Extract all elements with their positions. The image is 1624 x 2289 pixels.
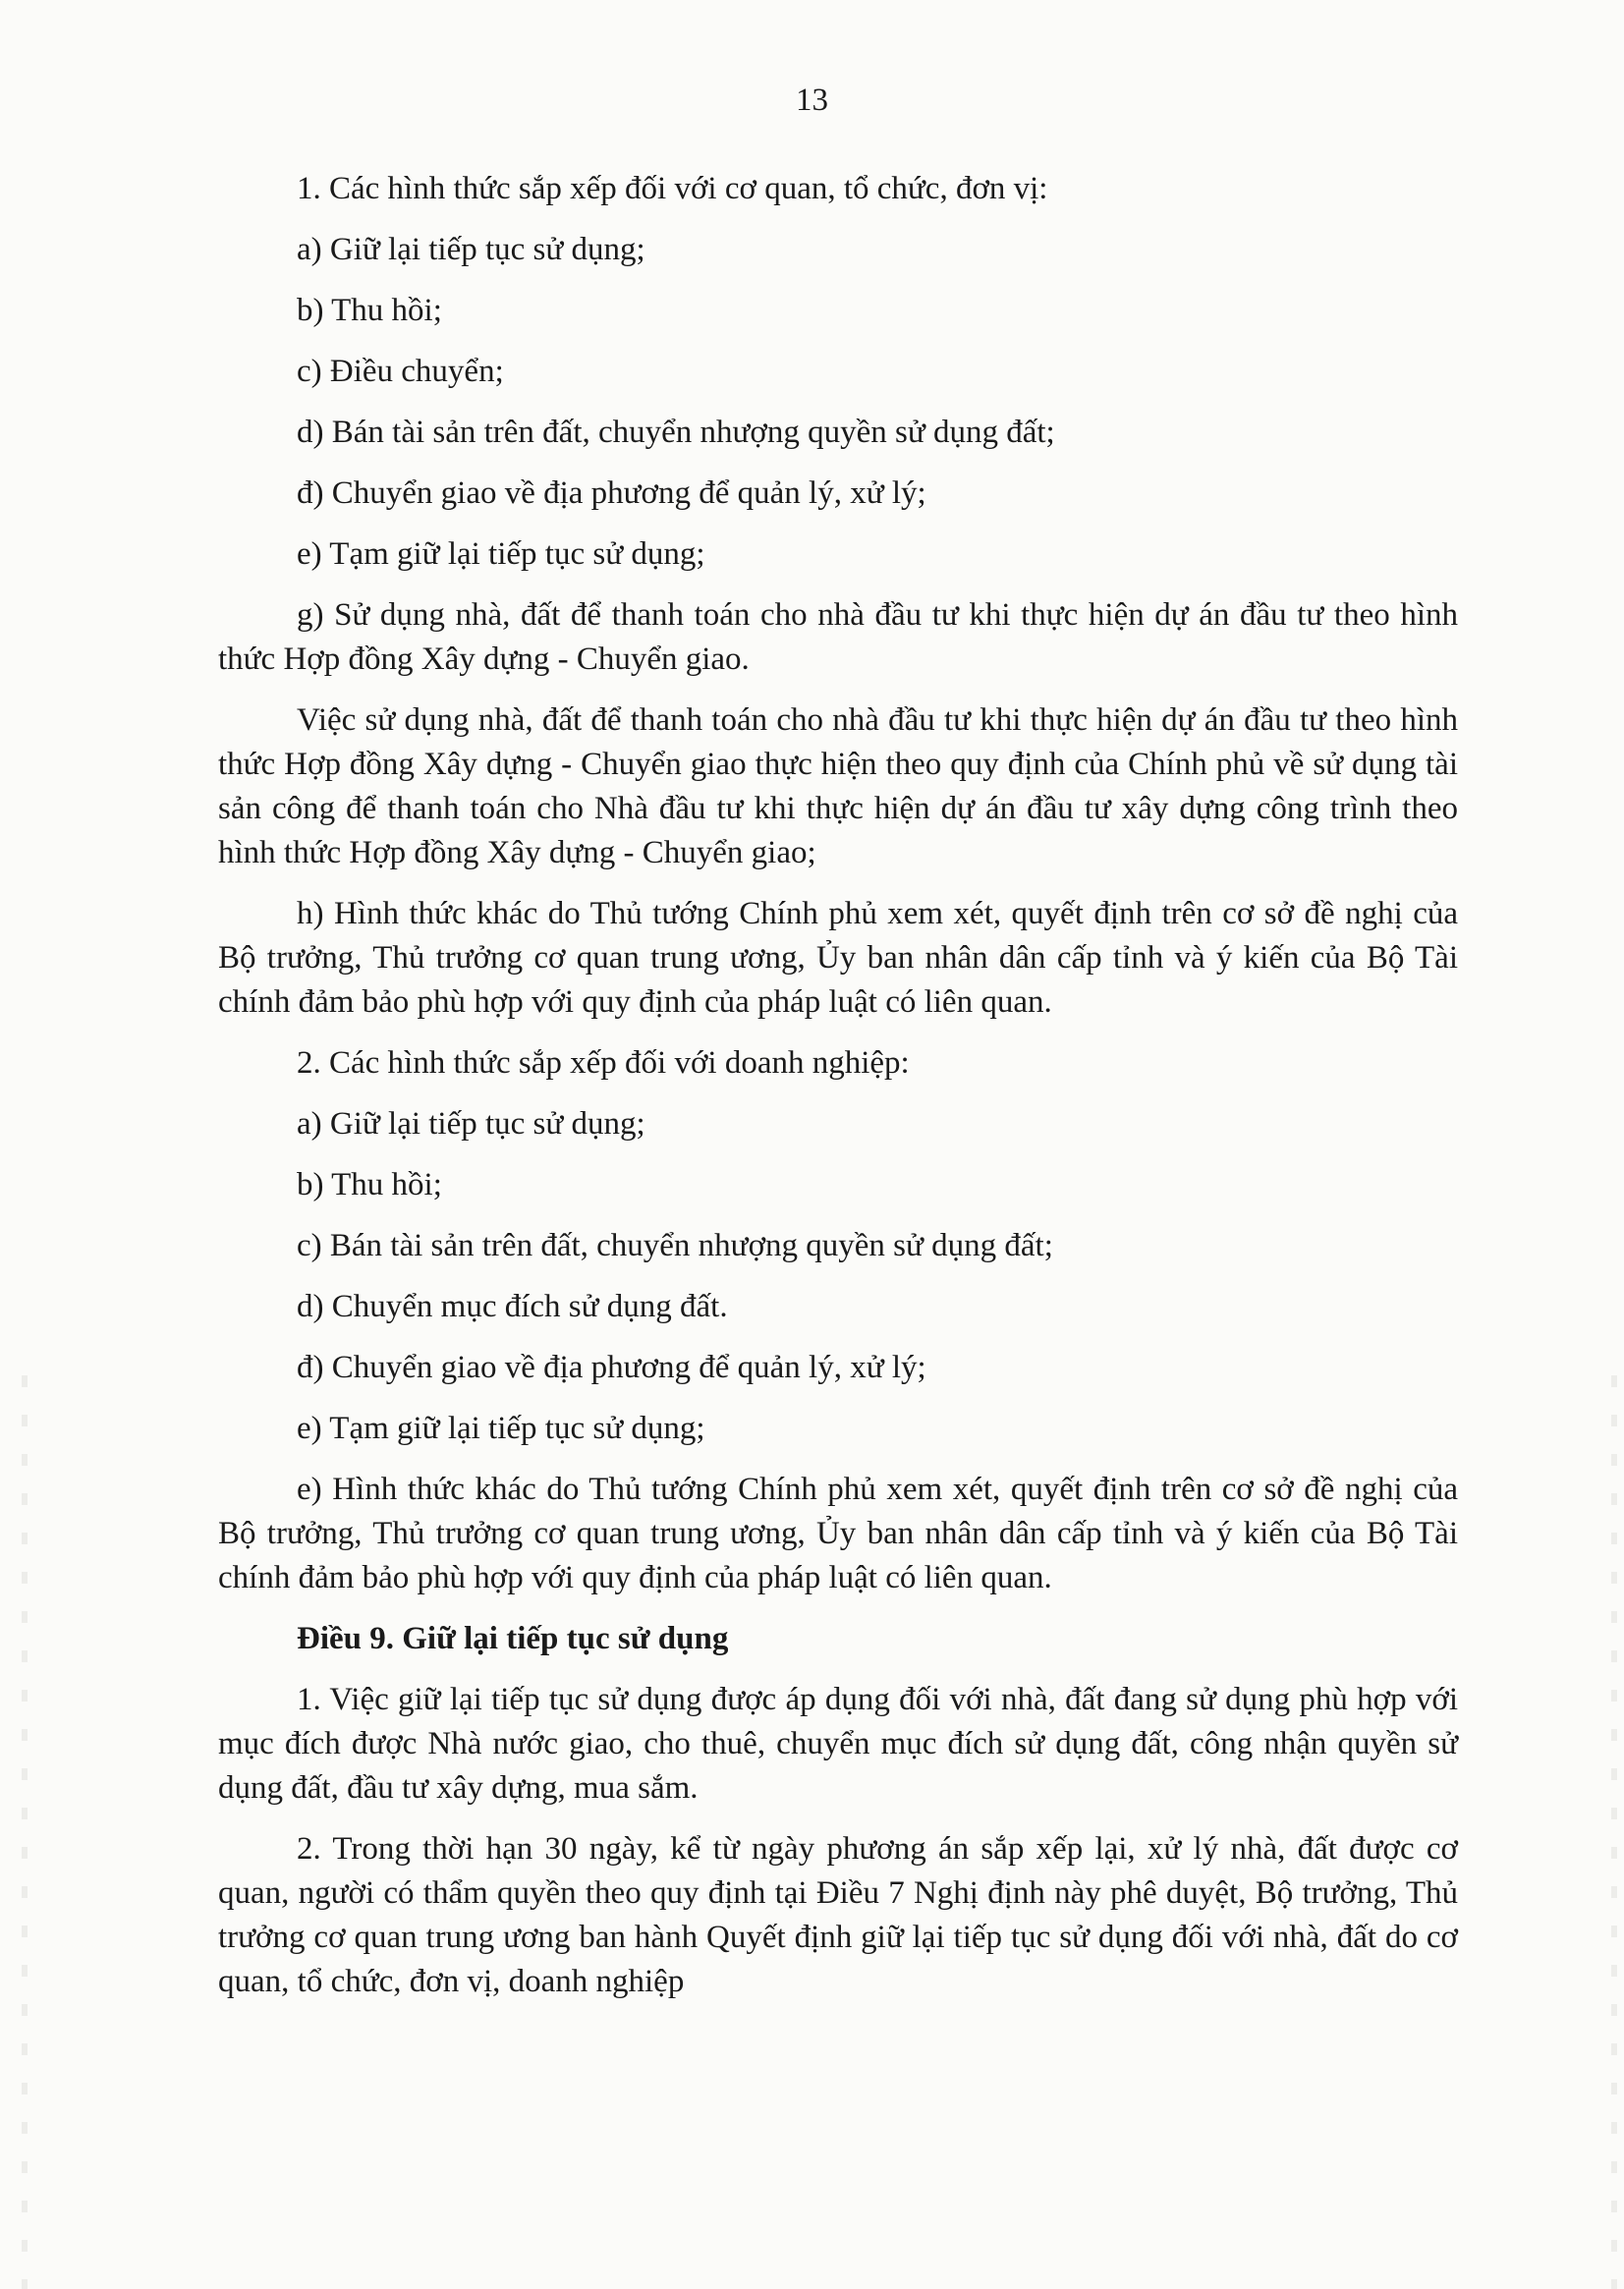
list-item-1h: h) Hình thức khác do Thủ tướng Chính phủ xem xét, quyết định trên cơ sở đề nghị của Bộ trưởng, Thủ trưởng cơ quan trung ương, Ủy ban nhân dân cấp tỉnh và ý kiến của Bộ Tài chính đảm bảo phù hợp với quy định của pháp luật có liên quan. [218, 896, 1458, 1020]
document-body [218, 167, 1458, 2021]
paragraph-1-intro: 1. Các hình thức sắp xếp đối với cơ quan, tổ chức, đơn vị: [297, 171, 1048, 206]
list-item-2dd: đ) Chuyển giao về địa phương để quản lý, xử lý; [297, 1350, 926, 1385]
article-9-clause-2: 2. Trong thời hạn 30 ngày, kể từ ngày phương án sắp xếp lại, xử lý nhà, đất được cơ quan, người có thẩm quyền theo quy định tại Điều 7 Nghị định này phê duyệt, Bộ trưởng, Thủ trưởng cơ quan trung ương ban hành Quyết định giữ lại tiếp tục sử dụng đối với nhà, đất do cơ quan, tổ chức, đơn vị, doanh nghiệp [218, 1831, 1458, 1999]
list-item-2b: b) Thu hồi; [297, 1167, 442, 1202]
paragraph-2-intro: 2. Các hình thức sắp xếp đối với doanh nghiệp: [297, 1045, 910, 1081]
scan-edge-right [1611, 1375, 1617, 2289]
list-item-1b: b) Thu hồi; [297, 293, 442, 328]
list-item-1g: g) Sử dụng nhà, đất để thanh toán cho nhà đầu tư khi thực hiện dự án đầu tư theo hình thức Hợp đồng Xây dựng - Chuyển giao. [218, 597, 1458, 677]
scan-edge-left [22, 1375, 28, 2289]
article-heading: Điều 9. Giữ lại tiếp tục sử dụng [297, 1621, 729, 1656]
page-number: 13 [796, 83, 828, 118]
article-9-clause-1: 1. Việc giữ lại tiếp tục sử dụng được áp dụng đối với nhà, đất đang sử dụng phù hợp với mục đích được Nhà nước giao, cho thuê, chuyển mục đích sử dụng đất, công nhận quyền sử dụng đất, đầu tư xây dựng, mua sắm. [218, 1682, 1458, 1806]
list-item-2e-other: e) Hình thức khác do Thủ tướng Chính phủ xem xét, quyết định trên cơ sở đề nghị của Bộ trưởng, Thủ trưởng cơ quan trung ương, Ủy ban nhân dân cấp tỉnh và ý kiến của Bộ Tài chính đảm bảo phù hợp với quy định của pháp luật có liên quan. [218, 1472, 1458, 1595]
list-item-2a: a) Giữ lại tiếp tục sử dụng; [297, 1106, 645, 1142]
list-item-2c: c) Bán tài sản trên đất, chuyển nhượng quyền sử dụng đất; [297, 1228, 1053, 1263]
list-item-2d: d) Chuyển mục đích sử dụng đất. [297, 1289, 728, 1324]
paragraph-bt-explanation: Việc sử dụng nhà, đất để thanh toán cho nhà đầu tư khi thực hiện dự án đầu tư theo hình thức Hợp đồng Xây dựng - Chuyển giao thực hiện theo quy định của Chính phủ về sử dụng tài sản công để thanh toán cho Nhà đầu tư khi thực hiện dự án đầu tư xây dựng công trình theo hình thức Hợp đồng Xây dựng - Chuyển giao; [218, 702, 1458, 870]
list-item-1d: d) Bán tài sản trên đất, chuyển nhượng quyền sử dụng đất; [297, 415, 1055, 450]
list-item-1c: c) Điều chuyển; [297, 354, 504, 389]
list-item-1a: a) Giữ lại tiếp tục sử dụng; [297, 232, 645, 267]
list-item-1dd: đ) Chuyển giao về địa phương để quản lý, xử lý; [297, 475, 926, 511]
list-item-2e: e) Tạm giữ lại tiếp tục sử dụng; [297, 1411, 705, 1446]
list-item-1e: e) Tạm giữ lại tiếp tục sử dụng; [297, 536, 705, 572]
